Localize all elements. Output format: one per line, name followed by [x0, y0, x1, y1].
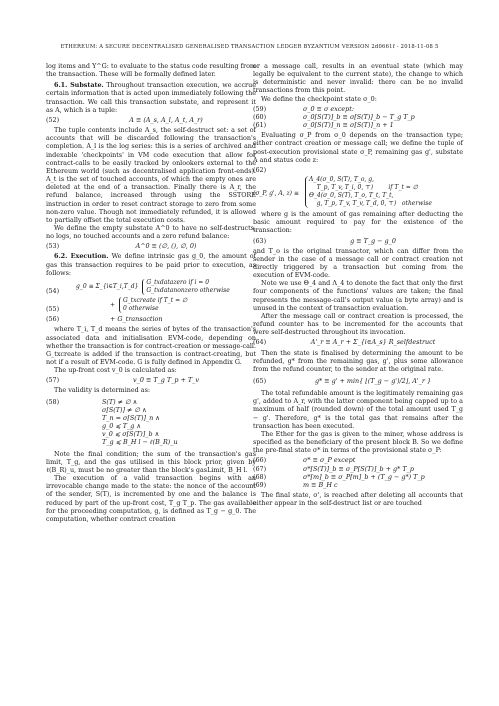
case-row: Θ_4(σ_0, S(T), T_o, T_t, T_t, [309, 192, 394, 200]
paragraph: After the message call or contract creation is processed, the refund counter has to be incremented for the accounts that were self-destructed throughout its invocation. [253, 311, 463, 337]
equation-body: m ≡ B_H c [303, 480, 338, 489]
equation-number: (53) [46, 242, 60, 251]
equation-number: (68) [253, 472, 267, 481]
equation-body: g* ≡ g' + min{ ⌊(T_g − g')/2⌋, A'_r } [314, 377, 432, 385]
running-header: ETHEREUM: A SECURE DECENTRALISED GENERALISED TRANSACTION LEDGER BYZANTIUM VERSION 2d0661f - 2018-11-08 5 [60, 44, 439, 50]
paragraph: We define the checkpoint state σ_0: [261, 94, 377, 103]
equation-body: σ*[S(T)]_b ≡ σ_P[S(T)]_b + g* T_p [303, 464, 414, 473]
section-text: Throughout transaction execution, we accrue certain information that is acted upon immediately following the transaction. We call this transaction substate, and represent it as A, which is a tuple: [46, 81, 256, 114]
equation-number: (57) [46, 376, 60, 385]
case-row: T_p, T_v, T_i, 0, ⊤) if T_t = ∅ [309, 184, 418, 192]
paragraph: The tuple contents include A_s, the self-destruct set: a set of accounts that will be discarded following the transaction's completion. A_l is the log series: this is a series of archived and indexable 'checkpoints' in VM code execution that allow for contract-calls to be easily tracked by onlookers external to the Ethereum world (such as decentralised application front-ends). A_t is the set of touched accounts, of which the empty ones are deleted at the end of a transaction. Finally there is A_r, the refund balance, increased through using the SSTORE instruction in order to reset contract storage to zero from some non-zero value. Though not immediately refunded, it is allowed to partially offset the total execution costs. [46, 126, 256, 224]
equation-body: σ* ≡ σ_P except [303, 456, 356, 465]
equation-54 [46, 279, 256, 295]
equation-row: T_n = σ[S(T)]_n ∧ [102, 413, 160, 422]
equation-64 [253, 338, 463, 346]
equation-number: (65) [253, 377, 267, 385]
left-column [46, 62, 256, 523]
case-row: g, T_p, T_v, T_v, T_d, 0, ⊤) otherwise [309, 200, 432, 208]
equation-55: (55) + G_txcreate if T_t = ∅ 0 otherwise [46, 297, 188, 314]
equation-58 [46, 398, 256, 447]
equation-row: v_0 ⩽ σ[S(T)]_b ∧ [102, 430, 160, 439]
paragraph: or a message call, results in an eventual state (which may legally be equivalent to the current state), the change to which is deterministic and never invalid: there can be no invalid transactions from this point. [253, 62, 463, 95]
equation-number: (58) [46, 397, 60, 406]
equations-59-61 [253, 105, 463, 129]
paragraph: The up-front cost v_0 is calculated as: [54, 366, 177, 375]
paragraph: Evaluating σ_P from σ_0 depends on the transaction type; either contract creation or message call; we define the tuple of post-execution provisional state σ_P, remaining gas g', substate A and status code z: [253, 131, 463, 164]
equation-57 [46, 376, 256, 384]
cases-brace [142, 279, 229, 295]
equation-body: A^0 ≡ (∅, (), ∅, 0) [135, 242, 197, 251]
equation-row: σ[S(T)] ≠ ∅ ∧ [102, 405, 147, 414]
paragraph: The execution of a valid transaction begins with an irrevocable change made to the state: the nonce of the account of the sender, S(T), is incremented by one and the balance is reduced by part of the up-front cost, T_g T_p. The gas available for the proceeding computation, g, is defined as T_g − g_0. The computation, whether contract creation [46, 474, 256, 523]
case-row: Λ_4(σ_0, S(T), T_o, g, [309, 176, 375, 184]
equation-body: v_0 ≡ T_g T_p + T_v [133, 376, 199, 385]
equation-number: (64) [253, 338, 267, 347]
equation-number: (61) [253, 121, 267, 130]
equation-69 [253, 481, 463, 489]
equation-63 [253, 237, 463, 245]
equation-row: T_g ⩽ B_H l − ℓ(B_R)_u [102, 438, 178, 447]
equation-body: + G_transaction [110, 315, 163, 324]
equation-body: σ_0[S(T)]_b ≡ σ[S(T)]_b − T_g T_p [303, 112, 415, 121]
equation-66 [253, 456, 463, 464]
equation-number: (54) [46, 286, 60, 295]
paragraph: The total refundable amount is the legitimately remaining gas g', added to A_r, with the latter component being capped up to a maximum of half (rounded down) of the total amount used T_g − g'. Therefore, g* is the total gas that remains after the transaction has been executed. [253, 389, 463, 430]
equation-number: (69) [253, 480, 267, 489]
equation-number: (62) [253, 165, 267, 174]
equation-67 [253, 465, 463, 473]
paragraph: We define the empty substate A^0 to have no self-destructs, no logs, no touched accounts and a zero refund balance: [46, 223, 256, 241]
paragraph: The final state, σ', is reached after deleting all accounts that either appear in the self-destruct list or are touched [253, 491, 463, 508]
equation-rows [76, 398, 256, 447]
paragraph: Note the final condition; the sum of the transaction's gas limit, T_g, and the gas utilised in this block prior, given by ℓ(B_R)_u, must be no greater than the block's gasLimit, B_H l. [46, 449, 256, 474]
equation-body: A ≡ (A_s, A_l, A_t, A_r) [129, 115, 203, 124]
equation-body: A'_r ≡ A_r + Σ_{i∈A_s} R_selfdestruct [310, 338, 436, 347]
equation-60 [253, 113, 463, 121]
equation-number: (67) [253, 464, 267, 473]
equation-61 [253, 121, 463, 129]
equation-lhs: g_0 ≡ Σ_{i∈T_i,T_d} [76, 282, 139, 290]
paragraph: The validity is determined as: [54, 386, 151, 395]
section-title: 6.1. Substate. [54, 81, 104, 90]
equation-number: (55) [46, 305, 60, 314]
equation-row: S(T) ≠ ∅ ∧ [102, 397, 138, 406]
section-title: 6.2. Execution. [54, 252, 109, 261]
cases-brace [119, 297, 187, 313]
section-6-2 [46, 252, 256, 276]
cases-brace [305, 176, 463, 208]
case-row: G_txdatanonzero otherwise [146, 286, 230, 294]
equation-52 [46, 116, 256, 124]
equation-body: σ*[m]_b ≡ σ_P[m]_b + (T_g − g*) T_p [303, 472, 425, 481]
paragraph: log items and Υ^G: to evaluate to the status code resulting from the transaction. These will be formally defined later. [46, 62, 256, 79]
paragraph: The Ether for the gas is given to the miner, whose address is specified as the beneficiary of the present block B. So we define the pre-final state σ* in terms of the provisional state σ_P: [253, 429, 463, 455]
equation-body: g ≡ T_g − g_0 [350, 236, 396, 245]
section-6-1 [46, 81, 256, 114]
equation-lhs: (σ_P, g', A, z) ≡ [253, 190, 299, 198]
case-row: 0 otherwise [122, 305, 159, 313]
equation-number: (60) [253, 112, 267, 121]
paragraph: and T_o is the original transactor, which can differ from the sender in the case of a message call or contract creation not directly triggered by a transaction but coming from the execution of EVM-code. [253, 246, 463, 280]
equation-56 [46, 315, 256, 323]
paragraph: Note we use Θ_4 and Λ_4 to denote the fact that only the first four components of the functions' values are taken; the final represents the message-call's output value (a byte array) and is unused in the context of transaction evaluation. [253, 279, 463, 312]
equation-65 [253, 377, 463, 385]
equation-body: σ_0[S(T)]_n ≡ σ[S(T)]_n + 1 [303, 121, 394, 130]
equation-68 [253, 473, 463, 481]
equations-66-69 [253, 456, 463, 489]
paragraph: where g is the amount of gas remaining after deducting the basic amount required to pay for the existence of the transaction: [253, 210, 463, 235]
right-column [253, 62, 463, 507]
equation-number: (66) [253, 456, 267, 465]
case-row: G_txdatazero if i = 0 [146, 278, 210, 286]
equation-row: g_0 ⩽ T_g ∧ [102, 422, 142, 431]
equation-number: (59) [253, 104, 267, 113]
equation-number: (56) [46, 315, 60, 324]
case-row: G_txcreate if T_t = ∅ [122, 297, 188, 305]
equation-62 [253, 166, 463, 208]
equation-53 [46, 242, 256, 250]
paragraph: Then the state is finalised by determining the amount to be refunded, g* from the remaining gas, g', plus some allowance from the refund counter, to the sender at the original rate. [253, 348, 463, 373]
equation-body: σ_0 ≡ σ except: [303, 104, 354, 113]
equation-number: (52) [46, 115, 60, 124]
equation-59 [253, 105, 463, 113]
section-text: We define intrinsic gas g_0, the amount of gas this transaction requires to be paid prior to execution, as follows: [46, 252, 256, 277]
paragraph: where T_i, T_d means the series of bytes of the transaction's associated data and initialisation EVM-code, depending on whether the transaction is for contract-creation or message-call. G_txcreate is added if the transaction is contract-creating, but not if a result of EVM-code. G is fully defined in Appendix G. [46, 325, 256, 366]
equation-number: (63) [253, 236, 267, 245]
